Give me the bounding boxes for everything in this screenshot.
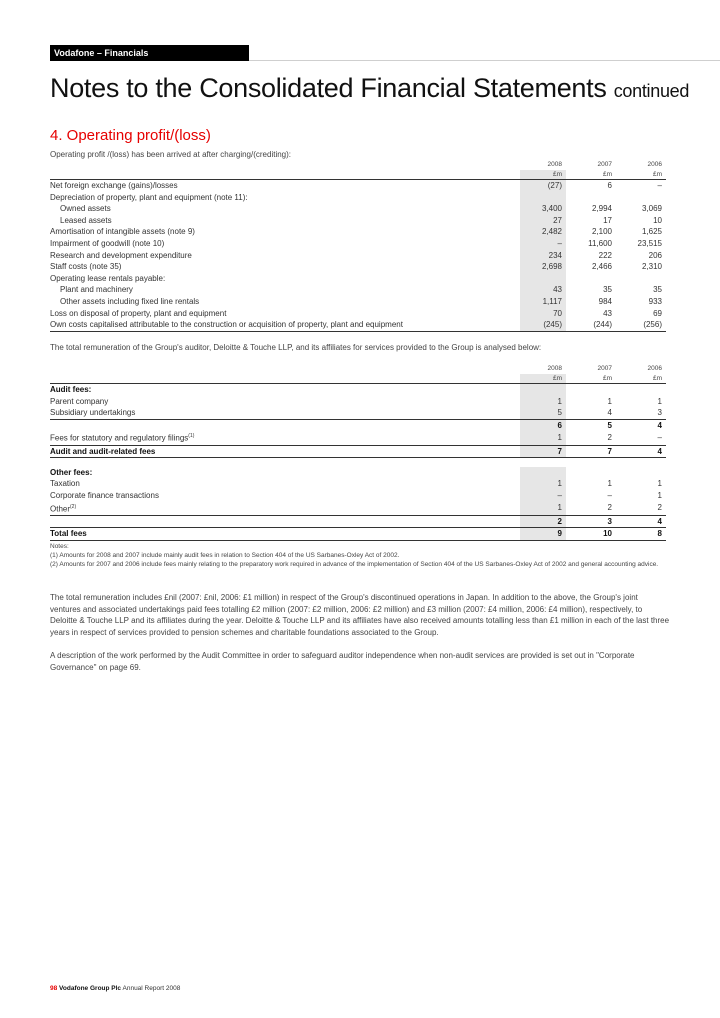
unit-header: £m: [570, 170, 616, 180]
row-value: 2: [570, 431, 616, 445]
row-value: [520, 273, 566, 285]
table-row: [50, 396, 666, 408]
row-value: 1: [520, 396, 566, 408]
row-label: Staff costs (note 35): [50, 262, 122, 272]
table-row: [50, 502, 666, 516]
year-header: 2006: [647, 365, 662, 372]
row-value: –: [657, 181, 662, 190]
row-label: Corporate finance transactions: [50, 490, 159, 500]
row-value: 1: [657, 479, 662, 489]
row-value: 43: [603, 308, 612, 318]
row-value: 1: [657, 396, 662, 406]
row-value: 2,482: [520, 226, 566, 238]
row-value: 2: [520, 515, 566, 528]
row-value: 1,117: [520, 296, 566, 308]
audit-committee-paragraph: A description of the work performed by the Audit Committee in order to safeguard auditor independence when non-audit services are provided is set out in "Corporate Governance" on page 69.: [50, 651, 635, 672]
page-title: [50, 73, 689, 104]
section-header-bar: [50, 45, 249, 61]
table-row: [50, 284, 666, 296]
row-label: Net foreign exchange (gains)/losses: [50, 181, 178, 190]
year-header: 2008: [547, 365, 562, 372]
table-row: [50, 273, 666, 285]
operating-profit-table: [50, 160, 666, 332]
row-value: 5: [520, 407, 566, 419]
subtotal-row: [50, 419, 666, 431]
row-label: Amortisation of intangible assets (note 9): [50, 227, 195, 237]
row-value: 6: [520, 419, 566, 431]
row-value: 5: [570, 419, 616, 431]
row-value: 2: [657, 503, 662, 513]
remuneration-intro: The total remuneration of the Group's auditor, Deloitte & Touche LLP, and its affiliates for services provided to the Group is analysed below:: [50, 343, 542, 352]
audit-fees-heading: Audit fees:: [50, 385, 92, 394]
table-row: [50, 308, 666, 320]
page-footer: [50, 985, 180, 992]
table-row: [50, 296, 666, 308]
other-fees-heading: Other fees:: [50, 467, 93, 477]
row-value: 1: [520, 478, 566, 490]
row-value: [620, 273, 666, 285]
row-label: Parent company: [50, 396, 109, 406]
footer-report: Annual Report 2008: [122, 985, 181, 992]
row-label: Research and development expenditure: [50, 250, 192, 260]
row-value: 8: [620, 528, 666, 541]
unit-header: £m: [620, 374, 666, 384]
row-value: [570, 192, 616, 204]
row-value: 222: [598, 250, 612, 260]
row-value: 43: [520, 284, 566, 296]
total-row: [50, 445, 666, 458]
row-value: (245): [520, 319, 566, 331]
row-value: 1: [520, 502, 566, 516]
row-label: Fees for statutory and regulatory filings$^{(1)}$: [50, 431, 520, 445]
row-value: 9: [520, 528, 566, 541]
row-value: 70: [520, 308, 566, 320]
row-value: 7: [570, 445, 616, 458]
unit-header: £m: [520, 374, 566, 384]
row-label: Owned assets: [60, 204, 111, 214]
row-value: 1,625: [641, 227, 662, 237]
footer-company: Vodafone Group Plc: [59, 985, 122, 992]
row-value: 4: [620, 515, 666, 528]
table-row: [50, 203, 666, 215]
table-row: [50, 250, 666, 262]
row-value: 206: [648, 250, 662, 260]
footnote-1: (1) Amounts for 2008 and 2007 include mainly audit fees in relation to Section 404 of the US Sarbanes-Oxley Act of 2002.: [50, 551, 400, 559]
row-label: Audit and audit-related fees: [50, 445, 520, 458]
row-value: 27: [520, 215, 566, 227]
year-header: 2006: [647, 161, 662, 168]
year-header: 2007: [597, 161, 612, 168]
footnotes-label: Notes:: [50, 543, 69, 550]
row-value: 3: [657, 408, 662, 418]
row-value: 2: [607, 503, 612, 513]
table-row: [50, 215, 666, 227]
row-value: –: [607, 490, 612, 500]
page-number: 98: [50, 985, 58, 992]
table-row: [50, 192, 666, 204]
note-heading: 4. Operating profit/(loss): [50, 127, 211, 144]
row-value: –: [520, 238, 566, 250]
row-value: 2,310: [641, 262, 662, 272]
subtotal-row: [50, 515, 666, 528]
row-label: Leased assets: [60, 215, 112, 225]
auditor-remuneration-table: [50, 364, 666, 541]
year-header: 2008: [547, 161, 562, 168]
page-title-main: Notes to the Consolidated Financial Statements: [50, 73, 607, 103]
row-label: Depreciation of property, plant and equipment (note 11):: [50, 192, 248, 202]
row-value: 11,600: [588, 238, 612, 248]
footnotes: [50, 543, 670, 569]
table-row: [50, 319, 666, 331]
row-value: 6: [607, 181, 612, 190]
table-row: [50, 180, 666, 192]
row-label: Loss on disposal of property, plant and equipment: [50, 308, 227, 318]
row-value: 35: [603, 285, 612, 295]
row-value: 933: [648, 296, 662, 306]
row-value: [570, 273, 616, 285]
row-value: 10: [653, 215, 662, 225]
unit-header: £m: [520, 170, 566, 180]
table-row: [50, 407, 666, 419]
year-header: 2007: [597, 365, 612, 372]
row-label: Plant and machinery: [60, 285, 133, 295]
remuneration-paragraph: The total remuneration includes £nil (2007: £nil, 2006: £1 million) in respect of the Group's discontinued operations in Japan. In addition to the above, the Group's joint ventures and associated undertakings paid fees totalling £2 million (2007: £2 million, 2006: £2 million) and £3 million (2007: £4 million, 2006: £4 million), respectively, to Deloitte & Touche LLP and its affiliates during the year. Deloitte & Touche LLP and its affiliates have also received amounts totalling less than £1 million in each of the last three years in respect of services provided to pension schemes and charitable foundations associated to the Group.: [50, 593, 670, 637]
row-value: –: [620, 431, 666, 445]
row-label: Impairment of goodwill (note 10): [50, 238, 165, 248]
row-value: 3,069: [641, 204, 662, 214]
row-value: (244): [570, 319, 616, 331]
table-row: [50, 490, 666, 502]
section-header-label: Vodafone – Financials: [54, 48, 149, 58]
row-label: Total fees: [50, 528, 520, 541]
row-value: [620, 192, 666, 204]
row-value: [520, 192, 566, 204]
row-value: 4: [620, 445, 666, 458]
row-value: 1: [607, 396, 612, 406]
row-label: Taxation: [50, 479, 80, 489]
row-value: 4: [620, 419, 666, 431]
row-value: 4: [607, 408, 612, 418]
row-value: 984: [598, 296, 612, 306]
row-value: 7: [520, 445, 566, 458]
footnote-2: (2) Amounts for 2007 and 2006 include fees mainly relating to the preparatory work required in advance of the implementation of Section 404 of the US Sarbanes-Oxley Act of 2002 and general accounting advice.: [50, 560, 659, 568]
row-value: 17: [603, 215, 612, 225]
row-label: Other assets including fixed line rentals: [60, 296, 200, 306]
row-label: Own costs capitalised attributable to the construction or acquisition of property, plant and equipment: [50, 319, 520, 331]
row-label: Other$^{(2)}$: [50, 503, 77, 514]
row-value: 2,100: [591, 227, 612, 237]
row-value: –: [520, 490, 566, 502]
row-value: 1: [520, 431, 566, 445]
row-value: (27): [520, 180, 566, 192]
row-value: 3,400: [520, 203, 566, 215]
row-value: 23,515: [637, 238, 662, 248]
row-value: 1: [657, 490, 662, 500]
row-value: 10: [570, 528, 616, 541]
row-value: 35: [653, 285, 662, 295]
table-row: [50, 431, 666, 445]
row-value: 2,698: [520, 261, 566, 273]
table-row: [50, 238, 666, 250]
row-value: 2,994: [591, 204, 612, 214]
table-row: [50, 226, 666, 238]
page-title-suffix: continued: [613, 81, 690, 101]
total-row: [50, 528, 666, 541]
unit-header: £m: [570, 374, 616, 384]
row-value: 234: [520, 250, 566, 262]
row-value: 69: [653, 308, 662, 318]
unit-header: £m: [620, 170, 666, 180]
table-row: [50, 261, 666, 273]
header-rule: [249, 60, 720, 61]
table-row: [50, 478, 666, 490]
row-value: 3: [570, 515, 616, 528]
operating-profit-rows: [50, 180, 666, 332]
row-label: Subsidiary undertakings: [50, 408, 136, 418]
note-intro: Operating profit /(loss) has been arrived at after charging/(crediting):: [50, 150, 292, 159]
row-value: (256): [620, 319, 666, 331]
row-value: 1: [607, 479, 612, 489]
row-value: 2,466: [591, 262, 612, 272]
row-label: Operating lease rentals payable:: [50, 273, 166, 283]
